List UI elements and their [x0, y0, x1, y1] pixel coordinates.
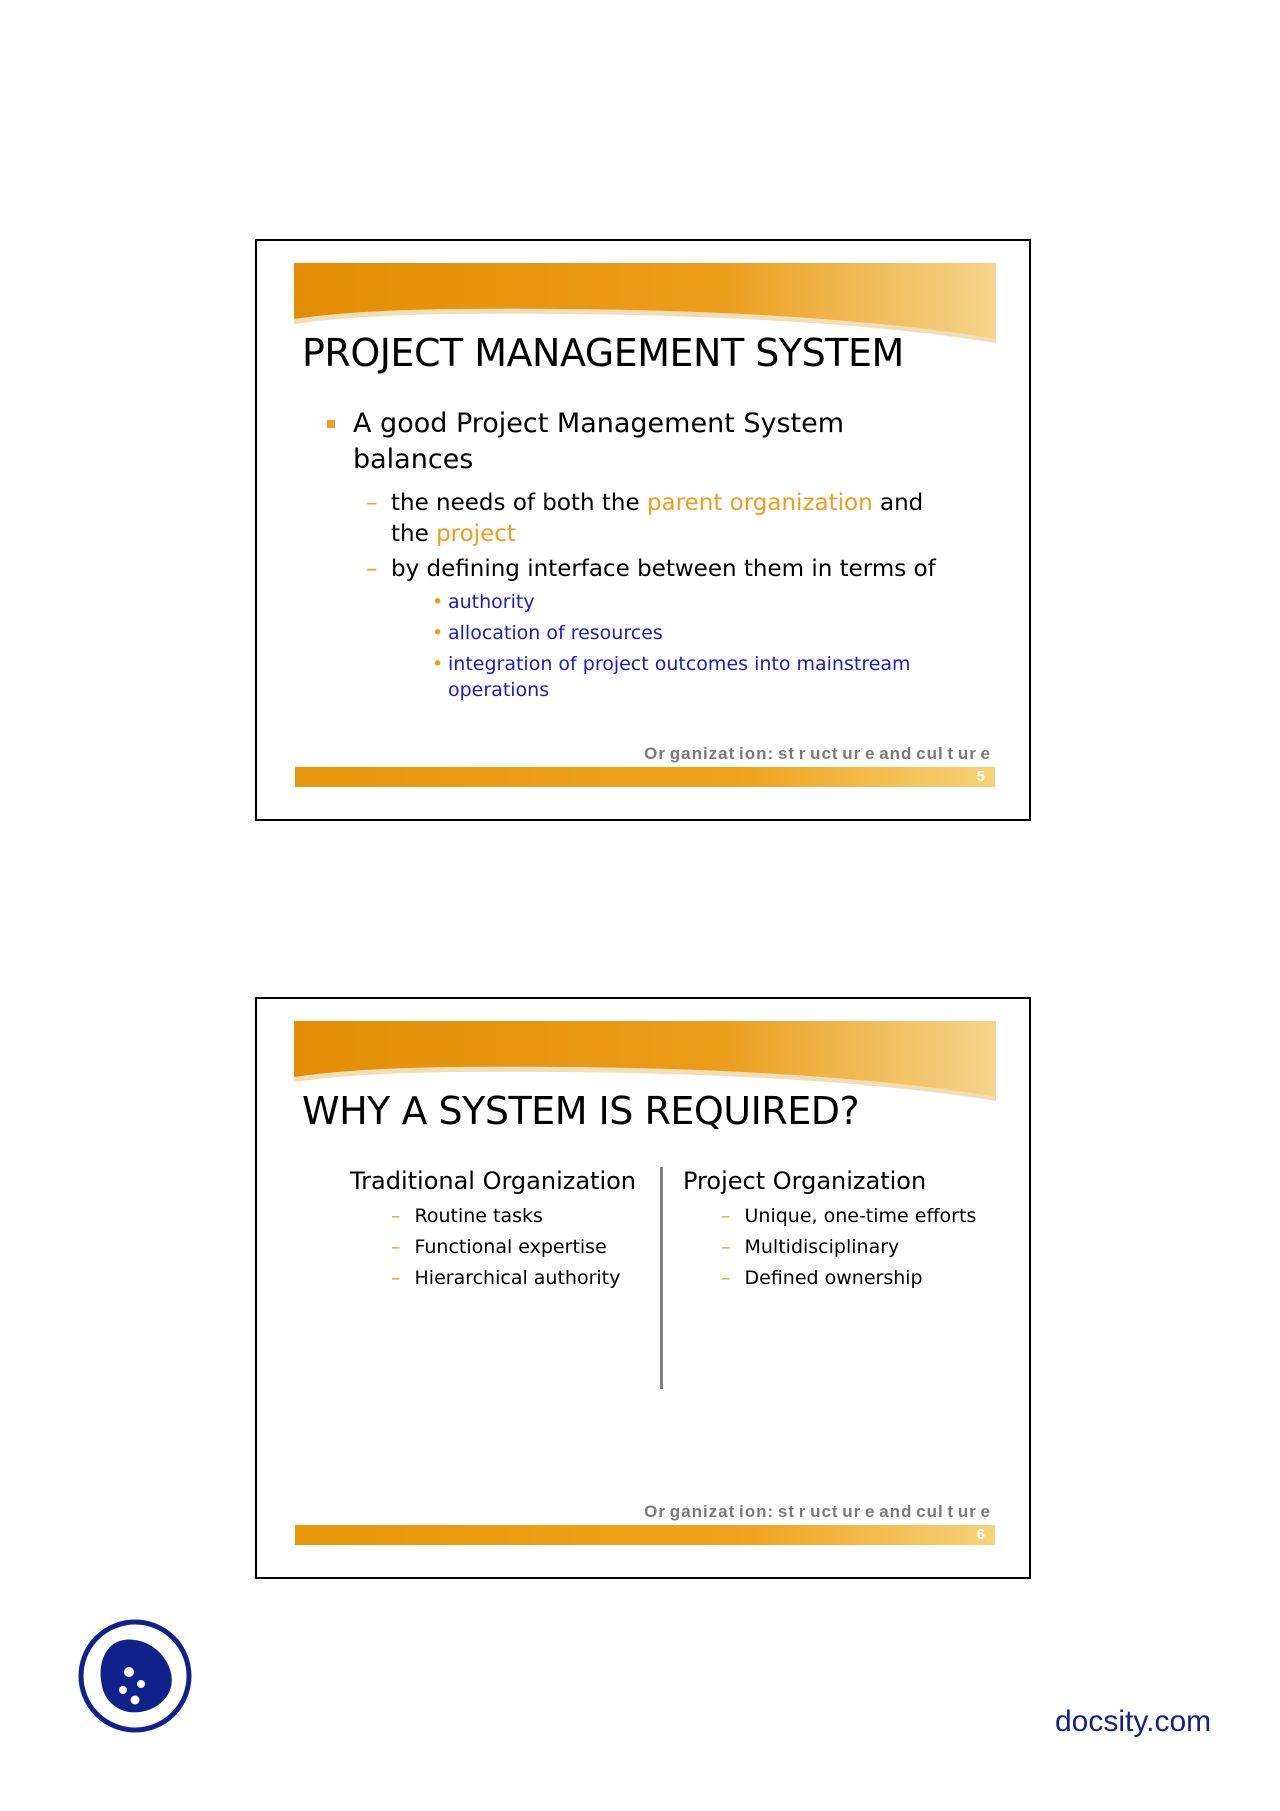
highlight-project: project — [436, 521, 516, 547]
list-item — [721, 1267, 923, 1289]
dash-bullet-icon: – — [391, 1236, 401, 1258]
slide-5 — [255, 239, 1031, 821]
column-divider — [660, 1167, 663, 1389]
slide-6 — [255, 997, 1031, 1579]
list-item-text: Routine tasks — [414, 1205, 543, 1227]
docsity-logo-icon[interactable] — [77, 1618, 193, 1734]
sub-bullet-item — [366, 554, 951, 585]
footer-caption: Or ganizat ion: st r uct ur e and cul t ur e — [644, 744, 991, 763]
list-item-text: Multidisciplinary — [744, 1236, 900, 1258]
dash-bullet-icon: – — [721, 1267, 731, 1289]
slide-title: PROJECT MANAGEMENT SYSTEM — [302, 331, 904, 375]
footer-caption: Or ganizat ion: st r uct ur e and cul t ur e — [644, 1502, 991, 1521]
list-item — [721, 1205, 976, 1227]
sub-bullet-text: by defining interface between them in terms of — [391, 556, 936, 582]
list-item-text: Unique, one-time efforts — [744, 1205, 977, 1227]
dash-bullet-icon: – — [366, 490, 378, 516]
list-item-text: Hierarchical authority — [414, 1267, 621, 1289]
list-item-text: Defined ownership — [744, 1267, 923, 1289]
list-item — [432, 651, 948, 703]
square-bullet-icon — [327, 420, 335, 428]
list-item-text: integration of project outcomes into mainstream operations — [448, 653, 911, 701]
slide-body — [257, 999, 1029, 1577]
docsity-site-link[interactable]: docsity.com — [1055, 1705, 1212, 1738]
list-item — [432, 589, 968, 615]
slide-body — [257, 241, 1029, 819]
dash-bullet-icon: – — [721, 1236, 731, 1258]
list-item — [721, 1236, 899, 1258]
list-item-text: allocation of resources — [448, 622, 663, 644]
dot-bullet-icon: • — [432, 622, 444, 644]
sub-bullet-mid: and the — [391, 490, 924, 547]
list-item — [391, 1236, 607, 1258]
list-item-text: Functional expertise — [414, 1236, 607, 1258]
slide-number: 5 — [976, 768, 985, 785]
dash-bullet-icon: – — [391, 1205, 401, 1227]
dot-bullet-icon: • — [432, 653, 444, 675]
dash-bullet-icon: – — [366, 556, 378, 582]
list-item — [391, 1267, 620, 1289]
dash-bullet-icon: – — [721, 1205, 731, 1227]
bullet-item — [353, 406, 873, 478]
bullet-text: A good Project Management System balances — [353, 408, 845, 475]
column-heading-project: Project Organization — [683, 1167, 927, 1195]
slide-number: 6 — [976, 1526, 985, 1543]
footer-bar — [295, 1525, 995, 1545]
slide-title: WHY A SYSTEM IS REQUIRED? — [302, 1089, 860, 1133]
highlight-parent-organization: parent organization — [646, 490, 873, 516]
column-heading-traditional: Traditional Organization — [350, 1167, 637, 1195]
list-item — [432, 620, 968, 646]
dash-bullet-icon: – — [391, 1267, 401, 1289]
footer-bar — [295, 767, 995, 787]
list-item-text: authority — [448, 591, 535, 613]
sub-bullet-prefix: the needs of both the — [391, 490, 647, 516]
list-item — [391, 1205, 543, 1227]
sub-bullet-item — [366, 488, 951, 550]
dot-bullet-icon: • — [432, 591, 444, 613]
